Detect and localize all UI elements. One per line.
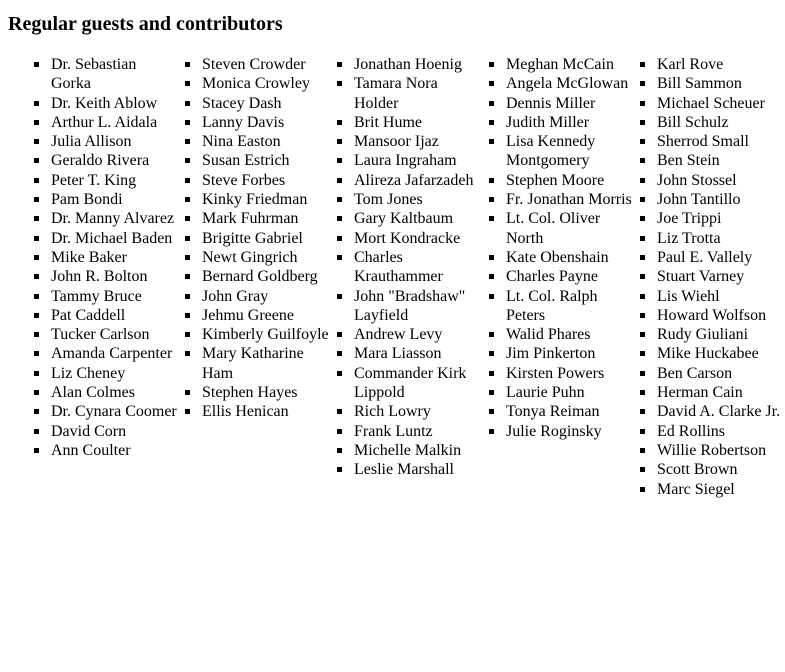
list-item: Dr. Keith Ablow	[51, 94, 179, 113]
list-item: Kirsten Powers	[506, 364, 634, 383]
list-item: Lt. Col. Ralph Peters	[506, 287, 634, 326]
list-item: Julia Allison	[51, 132, 179, 151]
list-item: Geraldo Rivera	[51, 151, 179, 170]
list-item: Tammy Bruce	[51, 287, 179, 306]
list-item: Jim Pinkerton	[506, 344, 634, 363]
list-item: Charles Payne	[506, 267, 634, 286]
list-item: Alan Colmes	[51, 383, 179, 402]
list-item: Pat Caddell	[51, 306, 179, 325]
list-item: Dr. Manny Alvarez	[51, 209, 179, 228]
list-item: Liz Cheney	[51, 364, 179, 383]
list-item: Peter T. King	[51, 171, 179, 190]
list-item: Kate Obenshain	[506, 248, 634, 267]
list-item: Steve Forbes	[202, 171, 330, 190]
list-item: Lisa Kennedy Montgomery	[506, 132, 634, 171]
list-item: Stacey Dash	[202, 94, 330, 113]
list-item: Newt Gingrich	[202, 248, 330, 267]
list-item: Dr. Michael Baden	[51, 229, 179, 248]
list-item: Kimberly Guilfoyle	[202, 326, 329, 344]
list-item: Stephen Hayes	[202, 383, 330, 402]
list-item: Stephen Moore	[506, 171, 634, 190]
list-item: Mike Baker	[51, 248, 179, 267]
list-item: John Gray	[202, 287, 330, 306]
list-item: Kinky Friedman	[202, 190, 330, 209]
contributors-column-3	[354, 55, 482, 480]
list-item: Monica Crowley	[202, 74, 330, 93]
list-item: Steven Crowder	[202, 55, 330, 74]
list-item: Brigitte Gabriel	[202, 229, 330, 248]
list-item: Rudy Giuliani	[657, 325, 785, 344]
list-item: Jonathan Hoenig	[354, 55, 482, 74]
list-item: Tucker Carlson	[51, 325, 179, 344]
list-item: Liz Trotta	[657, 229, 785, 248]
list-item: Mara Liasson	[354, 344, 482, 363]
list-item: Paul E. Vallely	[657, 248, 785, 267]
list-item: Frank Luntz	[354, 422, 482, 441]
list-item: Alireza Jafarzadeh	[354, 171, 482, 190]
list-item: Laura Ingraham	[354, 151, 482, 170]
list-item: Bill Sammon	[657, 74, 785, 93]
list-item: David Corn	[51, 422, 179, 441]
list-item: Pam Bondi	[51, 190, 179, 209]
list-item: Mort Kondracke	[354, 229, 482, 248]
list-item: Mike Huckabee	[657, 344, 785, 363]
list-item: Howard Wolfson	[657, 306, 785, 325]
list-item: Dr. Cynara Coomer	[51, 402, 179, 421]
list-item: Ann Coulter	[51, 441, 179, 460]
list-item: Dennis Miller	[506, 94, 634, 113]
list-item: Fr. Jonathan Morris	[506, 190, 634, 209]
contributors-list	[0, 55, 781, 672]
list-item: Meghan McCain	[506, 55, 634, 74]
list-item: Ed Rollins	[657, 422, 785, 441]
list-item: Bernard Goldberg	[202, 267, 330, 286]
list-item: Dr. Sebastian Gorka	[51, 55, 179, 94]
list-item: Tamara Nora Holder	[354, 74, 482, 113]
list-item: Laurie Puhn	[506, 383, 634, 402]
list-item: Charles Krauthammer	[354, 248, 482, 287]
list-item: Andrew Levy	[354, 325, 482, 344]
list-item: John R. Bolton	[51, 267, 179, 286]
list-item: John "Bradshaw" Layfield	[354, 287, 482, 326]
list-item: Ben Carson	[657, 364, 785, 383]
list-item: Mark Fuhrman	[202, 209, 330, 228]
list-item: David A. Clarke Jr.	[657, 402, 785, 421]
list-item: Angela McGlowan	[506, 74, 634, 93]
list-item: Lanny Davis	[202, 113, 330, 132]
contributors-column-1	[51, 55, 179, 460]
list-item: Lis Wiehl	[657, 287, 785, 306]
list-item: Karl Rove	[657, 55, 785, 74]
list-item: Julie Roginsky	[506, 422, 634, 441]
list-item: Herman Cain	[657, 383, 785, 402]
list-item: Nina Easton	[202, 132, 330, 151]
list-item: Scott Brown	[657, 460, 785, 479]
list-item: Arthur L. Aidala	[51, 113, 179, 132]
list-item: Ellis Henican	[202, 402, 330, 421]
list-item: Amanda Carpenter	[51, 344, 179, 363]
list-item: Susan Estrich	[202, 151, 330, 170]
contributors-column-2	[202, 55, 330, 422]
list-item: Michelle Malkin	[354, 441, 482, 460]
list-item: Bill Schulz	[657, 113, 785, 132]
section-heading: Regular guests and contributors	[8, 13, 283, 35]
list-item: Judith Miller	[506, 113, 634, 132]
list-item: Marc Siegel	[657, 480, 785, 499]
list-item: Rich Lowry	[354, 402, 482, 421]
list-item: Joe Trippi	[657, 209, 785, 228]
list-item: Walid Phares	[506, 325, 634, 344]
list-item: Commander Kirk Lippold	[354, 364, 482, 403]
list-item: John Tantillo	[657, 190, 785, 209]
list-item: Gary Kaltbaum	[354, 209, 482, 228]
list-item: John Stossel	[657, 171, 785, 190]
list-item: Brit Hume	[354, 113, 482, 132]
list-item: Mary Katharine Ham	[202, 344, 330, 383]
contributors-column-5	[657, 55, 785, 499]
list-item: Sherrod Small	[657, 132, 785, 151]
list-item: Michael Scheuer	[657, 94, 785, 113]
list-item: Tom Jones	[354, 190, 482, 209]
list-item: Ben Stein	[657, 151, 785, 170]
list-item: Lt. Col. Oliver North	[506, 209, 634, 248]
list-item: Tonya Reiman	[506, 402, 634, 421]
list-item: Stuart Varney	[657, 267, 785, 286]
list-item: Mansoor Ijaz	[354, 132, 482, 151]
contributors-column-4	[506, 55, 634, 441]
list-item: Willie Robertson	[657, 441, 785, 460]
list-item: Leslie Marshall	[354, 460, 482, 479]
list-item: Jehmu Greene	[202, 306, 330, 325]
